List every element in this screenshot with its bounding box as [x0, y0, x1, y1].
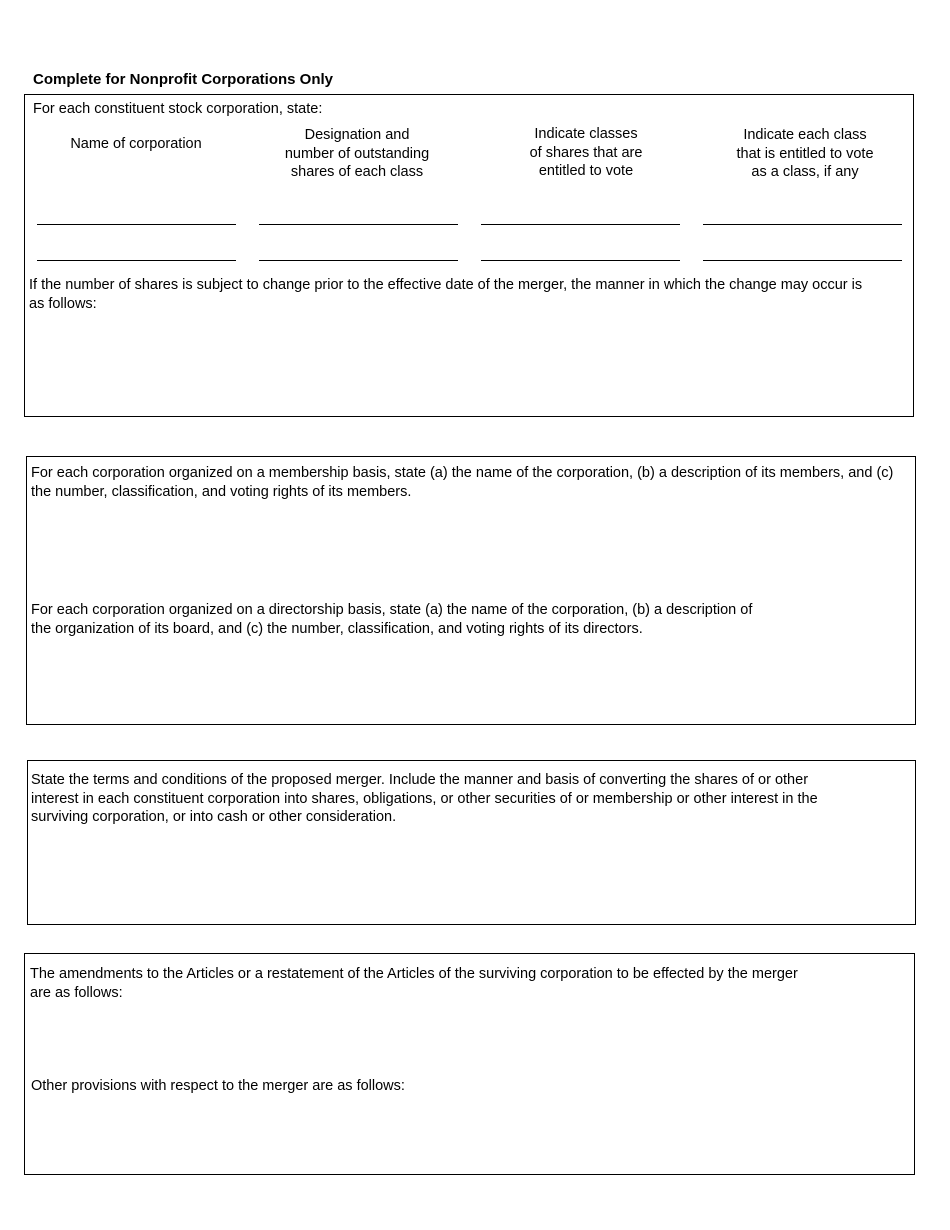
amendments-input-area[interactable]: [30, 1006, 908, 1076]
amendments-text: The amendments to the Articles or a restatement of the Articles of the surviving corporation to be effected by the merger are as follows:: [30, 966, 798, 1001]
merger-terms-section: [27, 760, 916, 925]
merger-terms-input-area[interactable]: [31, 833, 909, 918]
amendments-section: [24, 953, 915, 1175]
merger-terms-text: State the terms and conditions of the proposed merger. Include the manner and basis of converting the shares of or other interest in each constituent corporation into shares, obligations, or other securities of or membership or other interest in the surviving corporation, or into cash or other consideration.: [31, 772, 818, 825]
page-title: Complete for Nonprofit Corporations Only: [33, 71, 333, 88]
column-header-voting-classes: Indicate classes of shares that are entitled to vote: [529, 126, 643, 179]
column-header-designation: Designation and number of outstanding shares of each class: [284, 127, 430, 180]
column-header-name: Name of corporation: [70, 136, 202, 152]
stock-section-intro: For each constituent stock corporation, state:: [33, 101, 323, 117]
name-entry-line-1[interactable]: [37, 224, 236, 225]
directorship-input-area[interactable]: [31, 642, 909, 720]
name-entry-line-2[interactable]: [37, 260, 236, 261]
membership-directorship-section: [26, 456, 916, 725]
share-change-input-area[interactable]: [29, 317, 907, 412]
designation-entry-line-2[interactable]: [259, 260, 458, 261]
class-voting-entry-line-2[interactable]: [703, 260, 902, 261]
column-header-class-voting: Indicate each class that is entitled to vote as a class, if any: [736, 127, 874, 180]
other-provisions-text: Other provisions with respect to the merger are as follows:: [31, 1078, 405, 1094]
membership-basis-text: For each corporation organized on a membership basis, state (a) the name of the corporation, (b) a description of its members, and (c) the number, classification, and voting rights of its members.: [31, 465, 894, 500]
voting-classes-entry-line-2[interactable]: [481, 260, 680, 261]
stock-corporation-section: [24, 94, 914, 417]
directorship-basis-text: For each corporation organized on a directorship basis, state (a) the name of the corporation, (b) a description of the organization of its board, and (c) the number, classification, and voting rights of its directors.: [31, 602, 753, 637]
voting-classes-entry-line-1[interactable]: [481, 224, 680, 225]
class-voting-entry-line-1[interactable]: [703, 224, 902, 225]
membership-input-area[interactable]: [31, 505, 909, 595]
share-change-text: If the number of shares is subject to change prior to the effective date of the merger, the manner in which the change may occur is as follows:: [29, 277, 863, 312]
designation-entry-line-1[interactable]: [259, 224, 458, 225]
other-provisions-input-area[interactable]: [30, 1099, 908, 1169]
